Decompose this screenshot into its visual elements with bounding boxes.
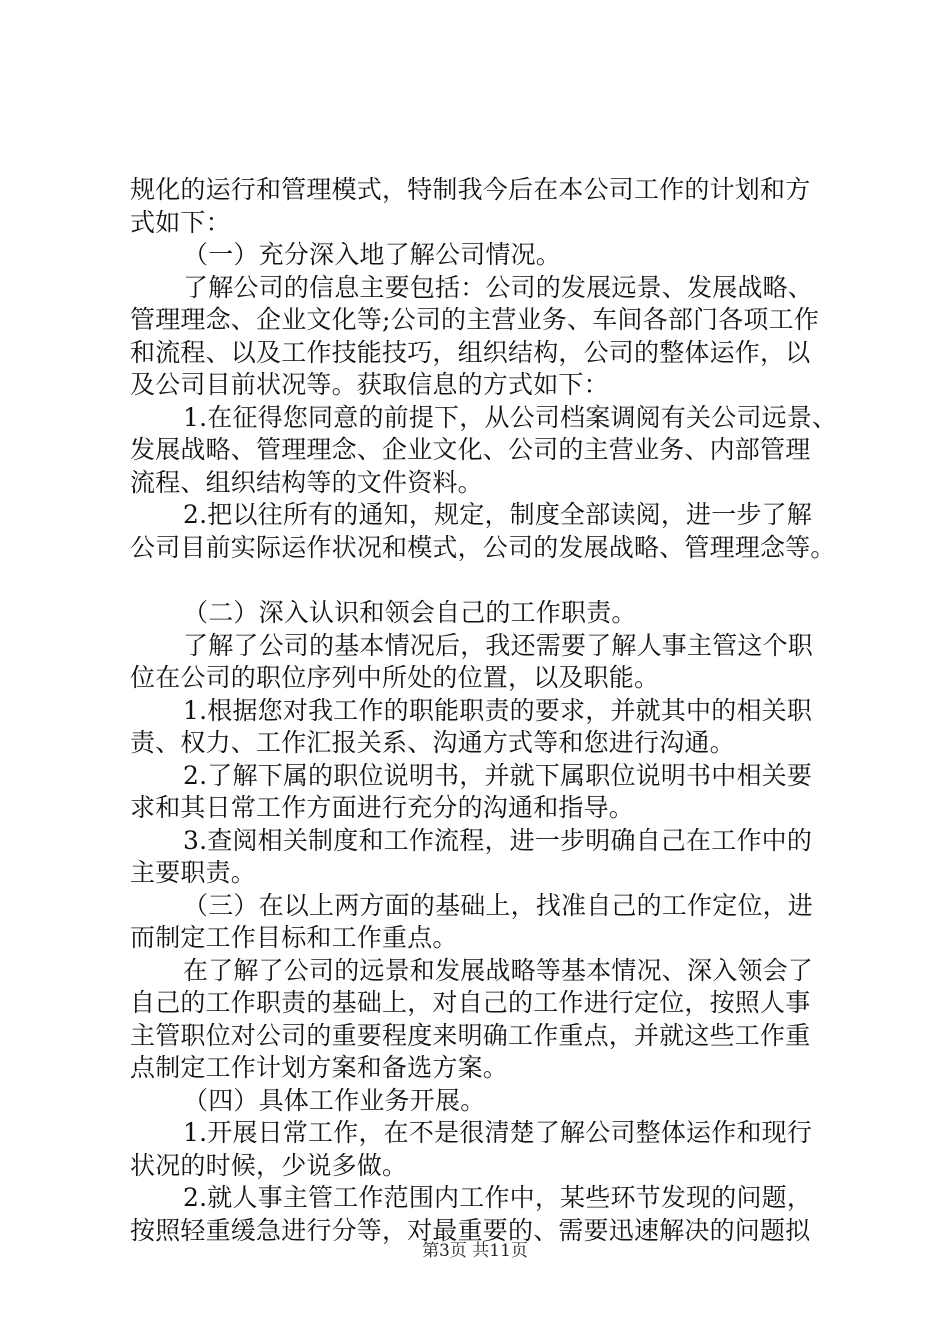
text-line: 2.把以往所有的通知，规定，制度全部读阅，进一步了解 — [183, 500, 813, 529]
text-line: 责、权力、工作汇报关系、沟通方式等和您进行沟通。 — [130, 728, 735, 757]
text-line: 3.查阅相关制度和工作流程，进一步明确自己在工作中的 — [183, 825, 813, 855]
text-line: 点制定工作计划方案和备选方案。 — [130, 1053, 509, 1082]
text-line: 和流程、以及工作技能技巧，组织结构，公司的整体运作，以 — [130, 337, 811, 367]
text-line: 1.根据您对我工作的职能职责的要求，并就其中的相关职 — [183, 695, 813, 725]
text-line: （四）具体工作业务开展。 — [183, 1085, 486, 1115]
paragraph-gap — [130, 564, 830, 597]
document-body — [130, 174, 838, 1247]
text-line: 状况的时候，少说多做。 — [130, 1150, 408, 1180]
text-line: 2.就人事主管工作范围内工作中，某些环节发现的问题， — [183, 1183, 813, 1212]
text-line: （一）充分深入地了解公司情况。 — [183, 240, 562, 269]
text-line: （三）在以上两方面的基础上，找准自己的工作定位，进 — [183, 890, 814, 920]
text-line: 在了解了公司的远景和发展战略等基本情况、深入领会了 — [183, 955, 814, 985]
text-line: 主要职责。 — [130, 858, 257, 887]
text-line: 式如下： — [130, 207, 231, 237]
text-line: 2.了解下属的职位说明书，并就下属职位说明书中相关要 — [183, 760, 813, 790]
text-line: 1.开展日常工作，在不是很清楚了解公司整体运作和现行 — [183, 1118, 813, 1147]
text-line: 发展战略、管理理念、企业文化、公司的主营业务、内部管理 — [130, 435, 811, 464]
text-line: 管理理念、企业文化等;公司的主营业务、车间各部门各项工作 — [130, 305, 820, 334]
text-line: 主管职位对公司的重要程度来明确工作重点，并就这些工作重 — [130, 1020, 811, 1050]
text-line: 了解公司的信息主要包括：公司的发展远景、发展战略、 — [183, 272, 814, 302]
text-line: 按照轻重缓急进行分等，对最重要的、需要迅速解决的问题拟 — [130, 1215, 811, 1245]
text-line: 而制定工作目标和工作重点。 — [130, 923, 458, 952]
text-line: （二）深入认识和领会自己的工作职责。 — [183, 598, 637, 627]
text-line: 1.在征得您同意的前提下，从公司档案调阅有关公司远景、 — [183, 402, 838, 432]
text-line: 公司目前实际运作状况和模式，公司的发展战略、管理理念等。 — [130, 532, 836, 562]
text-line: 流程、组织结构等的文件资料。 — [130, 467, 483, 497]
text-line: 求和其日常工作方面进行充分的沟通和指导。 — [130, 793, 635, 822]
page-footer: 第3页 共11页 — [422, 1241, 528, 1261]
text-line: 了解了公司的基本情况后，我还需要了解人事主管这个职 — [183, 630, 814, 660]
text-line: 自己的工作职责的基础上，对自己的工作进行定位，按照人事 — [130, 988, 811, 1017]
text-line: 规化的运行和管理模式，特制我今后在本公司工作的计划和方 — [130, 175, 811, 204]
text-line: 位在公司的职位序列中所处的位置，以及职能。 — [130, 663, 660, 692]
text-line: 及公司目前状况等。获取信息的方式如下： — [130, 370, 609, 399]
